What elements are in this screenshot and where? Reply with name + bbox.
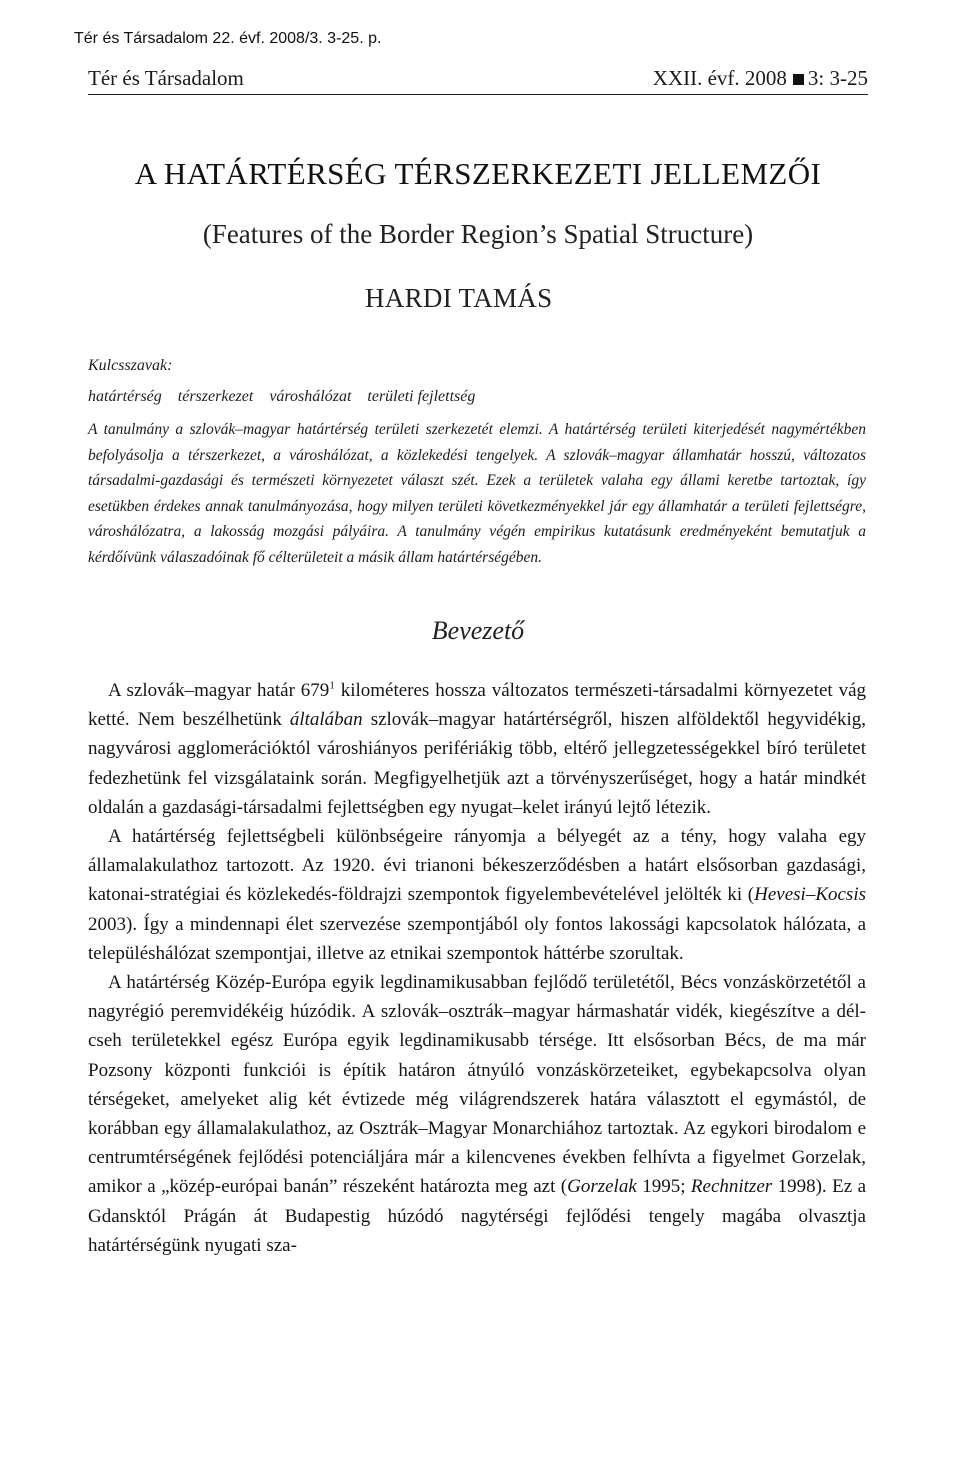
paragraph <box>88 968 866 1260</box>
body-text <box>88 676 866 1260</box>
citation-line: Tér és Társadalom 22. évf. 2008/3. 3-25. p. <box>74 30 382 47</box>
text-run: A szlovák–magyar határ 679 <box>108 680 330 701</box>
keywords-list <box>88 388 487 406</box>
paragraph <box>88 676 866 822</box>
footnote-ref[interactable]: 1 <box>329 679 335 692</box>
article-subtitle: (Features of the Border Region’s Spatial Structure) <box>202 219 754 249</box>
keyword: térszerkezet <box>177 388 254 405</box>
issue-info <box>653 66 868 91</box>
text-run: 1995; <box>636 1176 691 1198</box>
keyword: határtérség <box>88 388 162 405</box>
text-run: 1998). Ez a Gdansktól Prágán át Budapestig húzódó nagytérségi fejlődési tengely magába olvasztja határtérségünk nyugati sza- <box>88 1176 867 1256</box>
paragraph <box>88 822 866 968</box>
author-name: HARDI TAMÁS <box>365 283 553 313</box>
article-title: A HATÁRTÉRSÉG TÉRSZERKEZETI JELLEMZŐI <box>134 156 822 191</box>
text-run: A határtérség Közép-Európa egyik legdinamikusabban fejlődő területétől, Bécs vonzáskörzetétől a nagyrégió peremvidékéig húzódik. A szlovák–osztrák–magyar hármashatár vidék, kiegészítve a dél-cseh területekkel egész Európa egyik legdinamikusabb térsége. Itt elsősorban Bécs, de ma már Pozsony központi funkciói is építik határon átnyúló vonzáskörzeteiket, egybekapcsolva olyan térségeket, amelyeket alig két évtizede még világrendszerek határa választott el egymástól, de korábban egy államalakulathoz, az Osztrák–Magyar Monarchiához tartoztak. Az egykori birodalom e centrumtérségének fejlődési potenciáljára már a kilencvenes években felhívta a figyelmet Gorzelak, amikor a „közép-európai banán” részeként határozta meg azt ( <box>88 972 866 1198</box>
abstract: A tanulmány a szlovák–magyar határtérség területi szerkezetét elemzi. A határtérség területi kiterjedését nagymértékben befolyásolja a térszerkezet, a városhálózat, a közlekedési tengelyek. A szlovák–magyar államhatár hosszú, változatos társadalmi-gazdasági és természeti környezetet választ szét. Ezek a területek valaha egy állami keretbe tartoztak, így esetükben érdekes annak tanulmányozása, hogy milyen területi következményekkel jár egy államhatár a területi fejlettségre, városhálózatra, a lakosság mozgási pályáira. A tanulmány végén empirikus kutatásunk eredményeként bemutatjuk a kérdőívünk válaszadóinak fő célterületeit a másik állam határtérségében. <box>88 421 866 566</box>
square-bullet-icon <box>793 74 804 85</box>
running-head <box>88 62 868 95</box>
text-run: kilométeres hossza változatos természeti-társadalmi környezetet vág ketté. Nem beszélhetünk <box>88 680 867 731</box>
issue-volume: XXII. évf. 2008 <box>652 66 787 90</box>
text-run: szlovák–magyar határtérségről, hiszen alföldektől hegyvidékig, nagyvárosi agglomerációktól városhiányos perifériákig több, eltérő jellegzetességekkel bíró területet fedezhetünk fel vizsgálataink során. Megfigyelhetjük azt a törvényszerűséget, hogy a határ mindkét oldalán a gazdasági-társadalmi fejlettségben egy nyugat–kelet irányú lejtő létezik. <box>88 709 866 818</box>
keywords-label: Kulcsszavak: <box>88 357 173 374</box>
text-run: A határtérség fejlettségbeli különbségeire rányomja a bélyegét az a tény, hogy valaha egy államalakulathoz tartozott. Az 1920. évi trianoni békeszerződésben a határt elsősorban gazdasági, katonai-stratégiai és közlekedés-földrajzi szempontok figyelembevételével jelölték ki ( <box>88 826 866 906</box>
citation-author: Rechnitzer <box>690 1176 773 1198</box>
journal-name: Tér és Társadalom <box>88 66 244 90</box>
citation-author: Gorzelak <box>567 1176 637 1198</box>
issue-pages: 3: 3-25 <box>807 66 868 90</box>
emphasis: általában <box>289 709 363 731</box>
section-heading: Bevezető <box>431 616 525 645</box>
keyword: területi fejlettség <box>367 388 476 405</box>
keyword: városhálózat <box>269 388 352 405</box>
citation-author: Hevesi–Kocsis <box>754 884 866 906</box>
text-run: 2003). Így a mindennapi élet szervezése szempontjából oly fontos lakossági kapcsolatok hálózata, a településhálózat szempontjai, illetve az etnikai szempontok háttérbe szorultak. <box>88 913 866 964</box>
